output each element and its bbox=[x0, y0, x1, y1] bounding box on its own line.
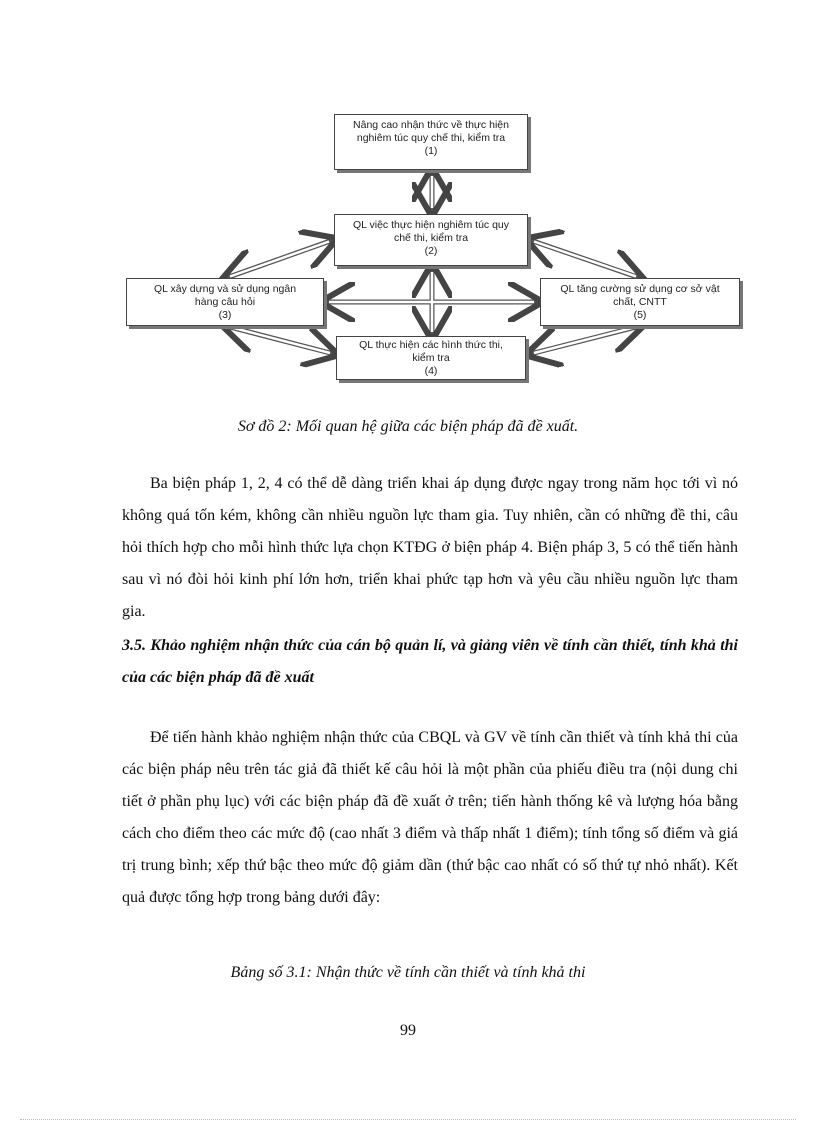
box-2-line: chế thi, kiểm tra bbox=[393, 232, 469, 244]
box-2-number: (2) bbox=[424, 245, 438, 257]
box-3-line: hàng câu hỏi bbox=[194, 296, 256, 308]
section-heading-3-5: 3.5. Khảo nghiệm nhận thức của cán bộ quản lí, và giảng viên về tính cần thiết, tính khả thi của các biện pháp đã đề xuất bbox=[122, 637, 738, 686]
box-4-line: QL thực hiện các hình thức thi, bbox=[359, 339, 503, 351]
box-3-number: (3) bbox=[218, 309, 232, 321]
box-4-line: kiểm tra bbox=[412, 352, 450, 364]
box-2-line: QL việc thực hiện nghiêm túc quy bbox=[352, 219, 510, 231]
box-5-number: (5) bbox=[633, 309, 647, 321]
diagram-caption: Sơ đồ 2: Mối quan hệ giữa các biện pháp đã đề xuất. bbox=[237, 418, 579, 435]
page-bottom-rule bbox=[20, 1119, 796, 1120]
box-1-awareness bbox=[334, 114, 528, 170]
box-3-line: QL xây dựng và sử dụng ngân bbox=[153, 283, 297, 295]
box-4-exam-forms bbox=[336, 336, 526, 380]
box-4-number: (4) bbox=[424, 365, 438, 377]
box-5-line: QL tăng cường sử dụng cơ sở vật bbox=[560, 283, 720, 295]
box-5-line: chất, CNTT bbox=[613, 296, 667, 308]
page-number: 99 bbox=[400, 1022, 416, 1039]
box-1-line: Nâng cao nhận thức về thực hiện bbox=[353, 119, 509, 131]
relationship-diagram bbox=[0, 0, 816, 400]
box-5-facilities-it bbox=[540, 278, 740, 326]
paragraph-measures-feasibility: Ba biện pháp 1, 2, 4 có thể dễ dàng triển khai áp dụng được ngay trong năm học tới vì nó không quá tốn kém, không cần nhiều nguồn lực tham gia. Tuy nhiên, cần có những đề thi, câu hỏi thích hợp cho mỗi hình thức lựa chọn KTĐG ở biện pháp 4. Biện pháp 3, 5 có thể tiến hành sau vì nó đòi hỏi kinh phí lớn hơn, triển khai phức tạp hơn và yêu cầu nhiều nguồn lực tham gia. bbox=[122, 475, 738, 620]
box-3-question-bank bbox=[126, 278, 324, 326]
table-caption: Bảng số 3.1: Nhận thức về tính cần thiết và tính khả thi bbox=[230, 964, 586, 981]
box-1-line: nghiêm túc quy chế thi, kiểm tra bbox=[356, 132, 506, 144]
box-1-number: (1) bbox=[424, 145, 438, 157]
box-2-exam-regulation bbox=[334, 214, 528, 266]
paragraph-survey-method: Để tiến hành khảo nghiệm nhận thức của CBQL và GV về tính cần thiết và tính khả thi của các biện pháp nêu trên tác giả đã thiết kế câu hỏi là một phần của phiếu điều tra (nội dung chi tiết ở phần phụ lục) với các biện pháp đã đề xuất ở trên; tiến hành thống kê và lượng hóa bằng cách cho điểm theo các mức độ (cao nhất 3 điểm và thấp nhất 1 điểm); tính tổng số điểm và giá trị trung bình; xếp thứ bậc theo mức độ giảm dần (thứ bậc cao nhất có số thứ tự nhỏ nhất). Kết quả được tổng hợp trong bảng dưới đây: bbox=[122, 729, 738, 906]
